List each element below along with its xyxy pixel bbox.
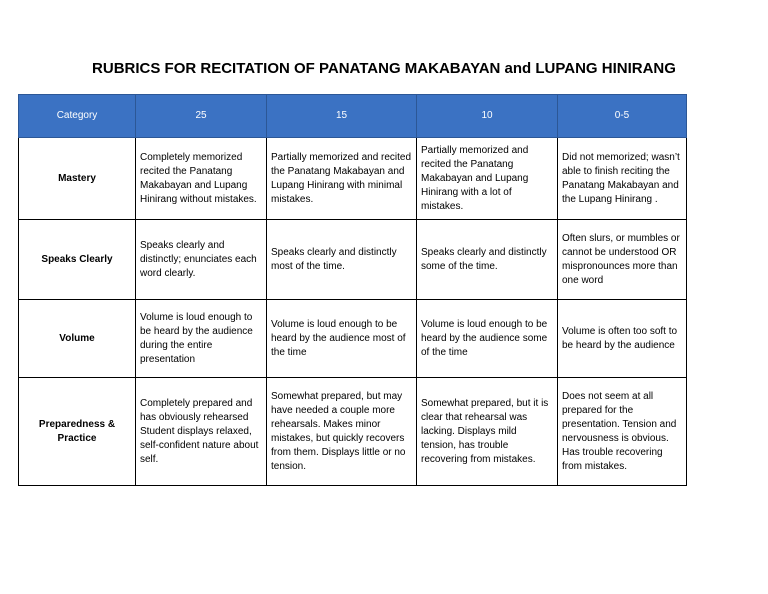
- table-row-speaks-clearly: [19, 220, 687, 300]
- rubric-table: [18, 94, 687, 486]
- header-score-0-5: 0-5: [558, 95, 687, 138]
- criteria-cell: Completely memorized recited the Panatang Makabayan and Lupang Hinirang without mistakes.: [136, 138, 267, 220]
- header-score-10: 10: [417, 95, 558, 138]
- category-cell: Speaks Clearly: [19, 220, 136, 300]
- header-row: [19, 95, 687, 138]
- criteria-cell: Completely prepared and has obviously rehearsed Student displays relaxed, self-confident nature about self.: [136, 378, 267, 486]
- category-cell: Mastery: [19, 138, 136, 220]
- category-cell: Preparedness & Practice: [19, 378, 136, 486]
- criteria-cell: Often slurs, or mumbles or cannot be understood OR mispronounces more than one word: [558, 220, 687, 300]
- criteria-cell: Partially memorized and recited the Panatang Makabayan and Lupang Hinirang with minimal mistakes.: [267, 138, 417, 220]
- criteria-cell: Speaks clearly and distinctly some of the time.: [417, 220, 558, 300]
- criteria-cell: Volume is loud enough to be heard by the audience some of the time: [417, 300, 558, 378]
- criteria-cell: Does not seem at all prepared for the presentation. Tension and nervousness is obvious. Has trouble recovering from mistakes.: [558, 378, 687, 486]
- criteria-cell: Volume is often too soft to be heard by the audience: [558, 300, 687, 378]
- criteria-cell: Volume is loud enough to be heard by the audience during the entire presentation: [136, 300, 267, 378]
- criteria-cell: Somewhat prepared, but may have needed a couple more rehearsals. Makes minor mistakes, but quickly recovers from them. Displays little or no tension.: [267, 378, 417, 486]
- criteria-cell: Volume is loud enough to be heard by the audience most of the time: [267, 300, 417, 378]
- header-score-15: 15: [267, 95, 417, 138]
- criteria-cell: Partially memorized and recited the Panatang Makabayan and Lupang Hinirang with a lot of mistakes.: [417, 138, 558, 220]
- criteria-cell: Speaks clearly and distinctly most of the time.: [267, 220, 417, 300]
- table-row-mastery: [19, 138, 687, 220]
- document-title: RUBRICS FOR RECITATION OF PANATANG MAKABAYAN and LUPANG HINIRANG: [92, 60, 676, 77]
- table-row-volume: [19, 300, 687, 378]
- criteria-cell: Somewhat prepared, but it is clear that rehearsal was lacking. Displays mild tension, has trouble recovering from mistakes.: [417, 378, 558, 486]
- criteria-cell: Speaks clearly and distinctly; enunciates each word clearly.: [136, 220, 267, 300]
- table-row-preparedness: [19, 378, 687, 486]
- criteria-cell: Did not memorized; wasn’t able to finish reciting the Panatang Makabayan and the Lupang Hinirang .: [558, 138, 687, 220]
- header-score-25: 25: [136, 95, 267, 138]
- category-cell: Volume: [19, 300, 136, 378]
- header-category: Category: [19, 95, 136, 138]
